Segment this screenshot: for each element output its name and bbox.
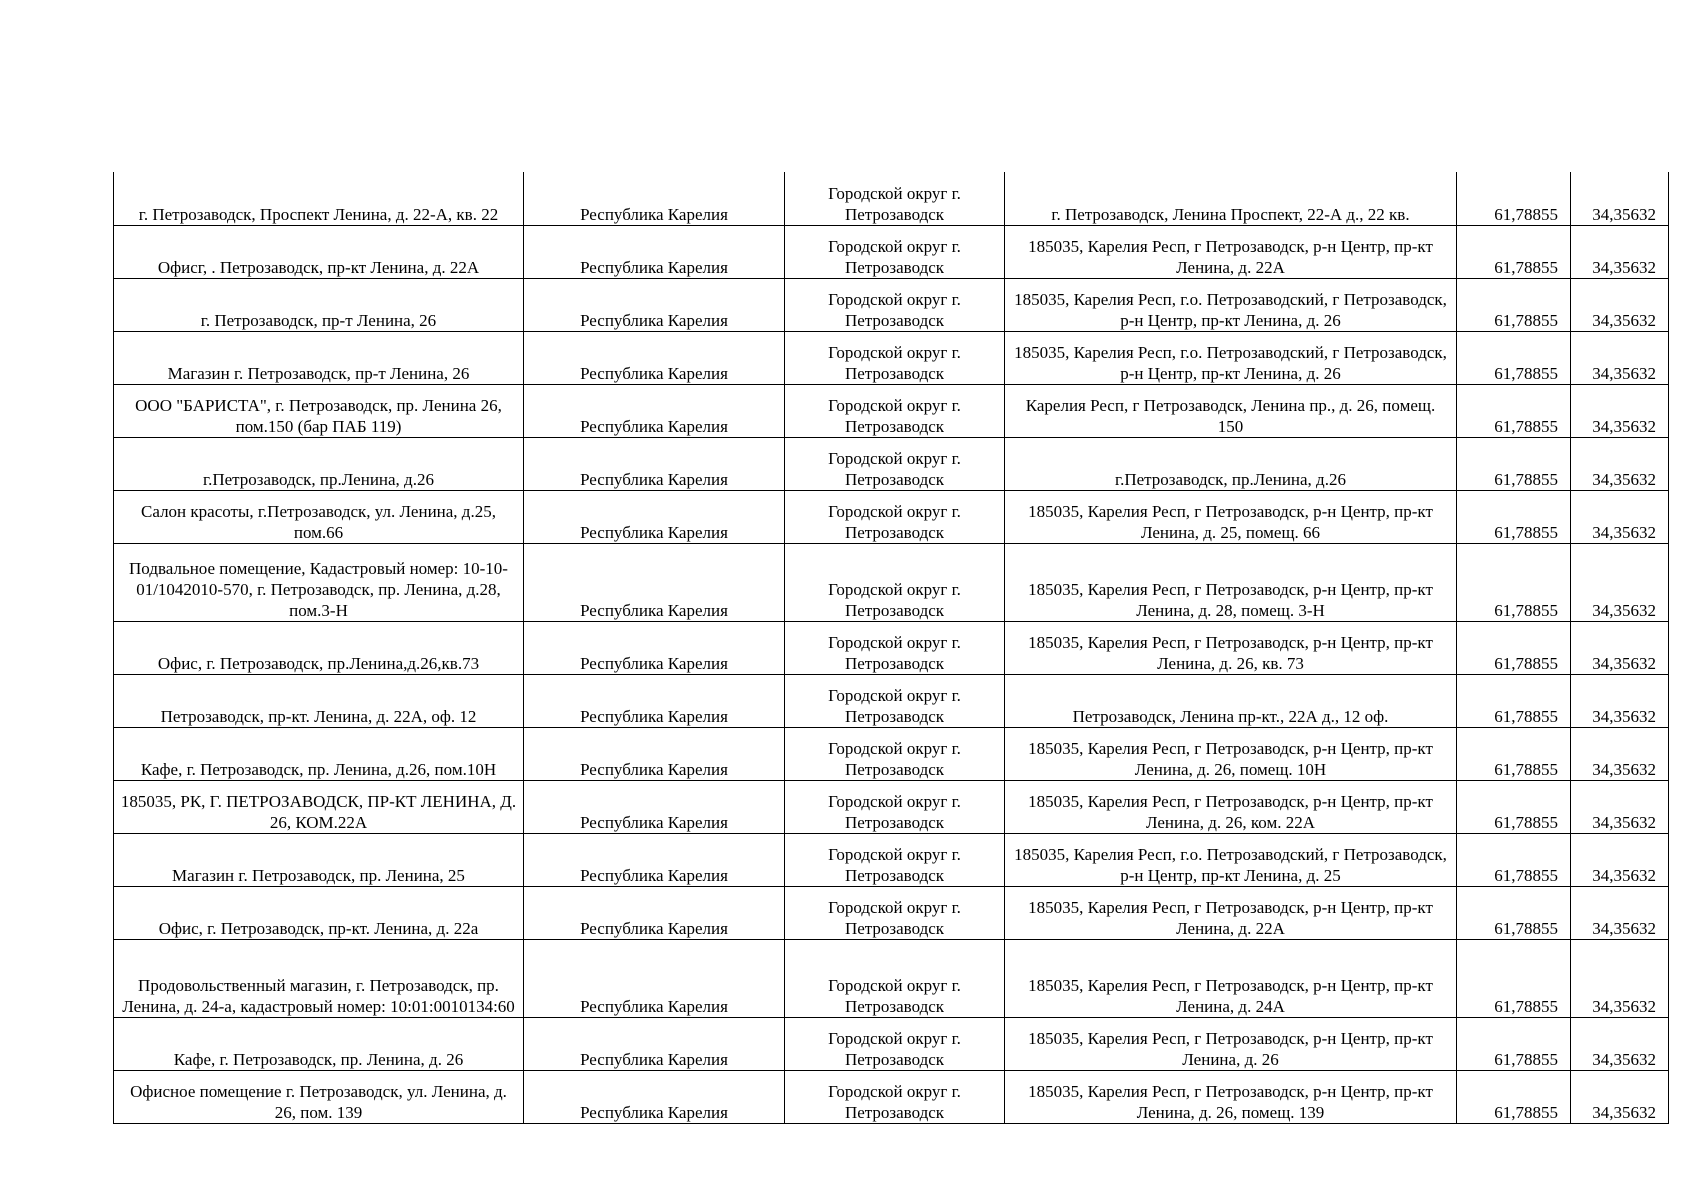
table-row bbox=[114, 1070, 1669, 1123]
table-row bbox=[114, 384, 1669, 437]
address-cell: 185035, Карелия Респ, г Петрозаводск, р-н Центр, пр-кт Ленина, д. 24А bbox=[1005, 939, 1457, 1017]
object-cell: Кафе, г. Петрозаводск, пр. Ленина, д.26, пом.10Н bbox=[114, 727, 524, 780]
region-cell: Республика Карелия bbox=[524, 172, 785, 225]
latitude-cell: 61,78855 bbox=[1457, 172, 1571, 225]
table-body bbox=[114, 172, 1669, 1123]
latitude-cell: 61,78855 bbox=[1457, 225, 1571, 278]
district-cell: Городской округ г. Петрозаводск bbox=[785, 225, 1005, 278]
address-cell: 185035, Карелия Респ, г Петрозаводск, р-н Центр, пр-кт Ленина, д. 26, ком. 22А bbox=[1005, 780, 1457, 833]
address-table bbox=[113, 172, 1669, 1124]
object-cell: Магазин г. Петрозаводск, пр. Ленина, 25 bbox=[114, 833, 524, 886]
object-cell: Офис, г. Петрозаводск, пр.Ленина,д.26,кв.73 bbox=[114, 621, 524, 674]
object-cell: Петрозаводск, пр-кт. Ленина, д. 22А, оф. 12 bbox=[114, 674, 524, 727]
longitude-cell: 34,35632 bbox=[1571, 543, 1669, 621]
table-row bbox=[114, 331, 1669, 384]
district-cell: Городской округ г. Петрозаводск bbox=[785, 939, 1005, 1017]
longitude-cell: 34,35632 bbox=[1571, 278, 1669, 331]
longitude-cell: 34,35632 bbox=[1571, 780, 1669, 833]
district-cell: Городской округ г. Петрозаводск bbox=[785, 886, 1005, 939]
latitude-cell: 61,78855 bbox=[1457, 543, 1571, 621]
region-cell: Республика Карелия bbox=[524, 674, 785, 727]
object-cell: Офис, г. Петрозаводск, пр-кт. Ленина, д. 22а bbox=[114, 886, 524, 939]
district-cell: Городской округ г. Петрозаводск bbox=[785, 384, 1005, 437]
table-row bbox=[114, 621, 1669, 674]
latitude-cell: 61,78855 bbox=[1457, 886, 1571, 939]
longitude-cell: 34,35632 bbox=[1571, 886, 1669, 939]
longitude-cell: 34,35632 bbox=[1571, 621, 1669, 674]
table-row bbox=[114, 780, 1669, 833]
district-cell: Городской округ г. Петрозаводск bbox=[785, 1017, 1005, 1070]
object-cell: Кафе, г. Петрозаводск, пр. Ленина, д. 26 bbox=[114, 1017, 524, 1070]
region-cell: Республика Карелия bbox=[524, 437, 785, 490]
longitude-cell: 34,35632 bbox=[1571, 384, 1669, 437]
district-cell: Городской округ г. Петрозаводск bbox=[785, 780, 1005, 833]
region-cell: Республика Карелия bbox=[524, 727, 785, 780]
latitude-cell: 61,78855 bbox=[1457, 437, 1571, 490]
longitude-cell: 34,35632 bbox=[1571, 331, 1669, 384]
address-cell: 185035, Карелия Респ, г.о. Петрозаводский, г Петрозаводск, р-н Центр, пр-кт Ленина, д. 26 bbox=[1005, 278, 1457, 331]
region-cell: Республика Карелия bbox=[524, 780, 785, 833]
latitude-cell: 61,78855 bbox=[1457, 780, 1571, 833]
address-cell: 185035, Карелия Респ, г Петрозаводск, р-н Центр, пр-кт Ленина, д. 22А bbox=[1005, 886, 1457, 939]
region-cell: Республика Карелия bbox=[524, 331, 785, 384]
address-cell: Петрозаводск, Ленина пр-кт., 22А д., 12 оф. bbox=[1005, 674, 1457, 727]
region-cell: Республика Карелия bbox=[524, 833, 785, 886]
district-cell: Городской округ г. Петрозаводск bbox=[785, 1070, 1005, 1123]
district-cell: Городской округ г. Петрозаводск bbox=[785, 278, 1005, 331]
object-cell: г. Петрозаводск, пр-т Ленина, 26 bbox=[114, 278, 524, 331]
address-cell: г.Петрозаводск, пр.Ленина, д.26 bbox=[1005, 437, 1457, 490]
table-row bbox=[114, 674, 1669, 727]
address-cell: 185035, Карелия Респ, г Петрозаводск, р-н Центр, пр-кт Ленина, д. 28, помещ. 3-Н bbox=[1005, 543, 1457, 621]
district-cell: Городской округ г. Петрозаводск bbox=[785, 172, 1005, 225]
district-cell: Городской округ г. Петрозаводск bbox=[785, 543, 1005, 621]
address-cell: 185035, Карелия Респ, г.о. Петрозаводский, г Петрозаводск, р-н Центр, пр-кт Ленина, д. 25 bbox=[1005, 833, 1457, 886]
object-cell: Офисное помещение г. Петрозаводск, ул. Ленина, д. 26, пом. 139 bbox=[114, 1070, 524, 1123]
table-row bbox=[114, 886, 1669, 939]
longitude-cell: 34,35632 bbox=[1571, 490, 1669, 543]
district-cell: Городской округ г. Петрозаводск bbox=[785, 490, 1005, 543]
latitude-cell: 61,78855 bbox=[1457, 727, 1571, 780]
object-cell: г. Петрозаводск, Проспект Ленина, д. 22-А, кв. 22 bbox=[114, 172, 524, 225]
table-row bbox=[114, 172, 1669, 225]
longitude-cell: 34,35632 bbox=[1571, 225, 1669, 278]
region-cell: Республика Карелия bbox=[524, 1070, 785, 1123]
address-cell: 185035, Карелия Респ, г Петрозаводск, р-н Центр, пр-кт Ленина, д. 25, помещ. 66 bbox=[1005, 490, 1457, 543]
longitude-cell: 34,35632 bbox=[1571, 939, 1669, 1017]
region-cell: Республика Карелия bbox=[524, 621, 785, 674]
object-cell: 185035, РК, Г. ПЕТРОЗАВОДСК, ПР-КТ ЛЕНИНА, Д. 26, КОМ.22А bbox=[114, 780, 524, 833]
table-row bbox=[114, 939, 1669, 1017]
region-cell: Республика Карелия bbox=[524, 939, 785, 1017]
district-cell: Городской округ г. Петрозаводск bbox=[785, 674, 1005, 727]
table-row bbox=[114, 1017, 1669, 1070]
object-cell: ООО "БАРИСТА", г. Петрозаводск, пр. Ленина 26, пом.150 (бар ПАБ 119) bbox=[114, 384, 524, 437]
object-cell: Магазин г. Петрозаводск, пр-т Ленина, 26 bbox=[114, 331, 524, 384]
district-cell: Городской округ г. Петрозаводск bbox=[785, 727, 1005, 780]
address-cell: 185035, Карелия Респ, г Петрозаводск, р-н Центр, пр-кт Ленина, д. 26, помещ. 139 bbox=[1005, 1070, 1457, 1123]
latitude-cell: 61,78855 bbox=[1457, 384, 1571, 437]
region-cell: Республика Карелия bbox=[524, 490, 785, 543]
object-cell: Салон красоты, г.Петрозаводск, ул. Ленина, д.25, пом.66 bbox=[114, 490, 524, 543]
table-row bbox=[114, 543, 1669, 621]
latitude-cell: 61,78855 bbox=[1457, 1017, 1571, 1070]
longitude-cell: 34,35632 bbox=[1571, 833, 1669, 886]
region-cell: Республика Карелия bbox=[524, 278, 785, 331]
longitude-cell: 34,35632 bbox=[1571, 172, 1669, 225]
table-row bbox=[114, 225, 1669, 278]
region-cell: Республика Карелия bbox=[524, 225, 785, 278]
address-cell: 185035, Карелия Респ, г Петрозаводск, р-н Центр, пр-кт Ленина, д. 26 bbox=[1005, 1017, 1457, 1070]
region-cell: Республика Карелия bbox=[524, 384, 785, 437]
table-row bbox=[114, 437, 1669, 490]
address-cell: 185035, Карелия Респ, г Петрозаводск, р-н Центр, пр-кт Ленина, д. 26, кв. 73 bbox=[1005, 621, 1457, 674]
region-cell: Республика Карелия bbox=[524, 543, 785, 621]
object-cell: Продовольственный магазин, г. Петрозаводск, пр. Ленина, д. 24-а, кадастровый номер: 10:01:0010134:60 bbox=[114, 939, 524, 1017]
latitude-cell: 61,78855 bbox=[1457, 674, 1571, 727]
table-row bbox=[114, 727, 1669, 780]
longitude-cell: 34,35632 bbox=[1571, 1070, 1669, 1123]
latitude-cell: 61,78855 bbox=[1457, 621, 1571, 674]
table-row bbox=[114, 833, 1669, 886]
address-cell: Карелия Респ, г Петрозаводск, Ленина пр., д. 26, помещ. 150 bbox=[1005, 384, 1457, 437]
latitude-cell: 61,78855 bbox=[1457, 278, 1571, 331]
latitude-cell: 61,78855 bbox=[1457, 1070, 1571, 1123]
district-cell: Городской округ г. Петрозаводск bbox=[785, 437, 1005, 490]
table-row bbox=[114, 278, 1669, 331]
region-cell: Республика Карелия bbox=[524, 1017, 785, 1070]
longitude-cell: 34,35632 bbox=[1571, 727, 1669, 780]
object-cell: г.Петрозаводск, пр.Ленина, д.26 bbox=[114, 437, 524, 490]
region-cell: Республика Карелия bbox=[524, 886, 785, 939]
district-cell: Городской округ г. Петрозаводск bbox=[785, 331, 1005, 384]
address-cell: г. Петрозаводск, Ленина Проспект, 22-А д., 22 кв. bbox=[1005, 172, 1457, 225]
district-cell: Городской округ г. Петрозаводск bbox=[785, 833, 1005, 886]
object-cell: Подвальное помещение, Кадастровый номер: 10-10-01/1042010-570, г. Петрозаводск, пр. Ленина, д.28, пом.3-Н bbox=[114, 543, 524, 621]
latitude-cell: 61,78855 bbox=[1457, 833, 1571, 886]
table-row bbox=[114, 490, 1669, 543]
longitude-cell: 34,35632 bbox=[1571, 437, 1669, 490]
object-cell: Офисг, . Петрозаводск, пр-кт Ленина, д. 22А bbox=[114, 225, 524, 278]
address-cell: 185035, Карелия Респ, г.о. Петрозаводский, г Петрозаводск, р-н Центр, пр-кт Ленина, д. 26 bbox=[1005, 331, 1457, 384]
longitude-cell: 34,35632 bbox=[1571, 1017, 1669, 1070]
longitude-cell: 34,35632 bbox=[1571, 674, 1669, 727]
district-cell: Городской округ г. Петрозаводск bbox=[785, 621, 1005, 674]
address-cell: 185035, Карелия Респ, г Петрозаводск, р-н Центр, пр-кт Ленина, д. 26, помещ. 10Н bbox=[1005, 727, 1457, 780]
latitude-cell: 61,78855 bbox=[1457, 331, 1571, 384]
latitude-cell: 61,78855 bbox=[1457, 939, 1571, 1017]
address-cell: 185035, Карелия Респ, г Петрозаводск, р-н Центр, пр-кт Ленина, д. 22А bbox=[1005, 225, 1457, 278]
latitude-cell: 61,78855 bbox=[1457, 490, 1571, 543]
